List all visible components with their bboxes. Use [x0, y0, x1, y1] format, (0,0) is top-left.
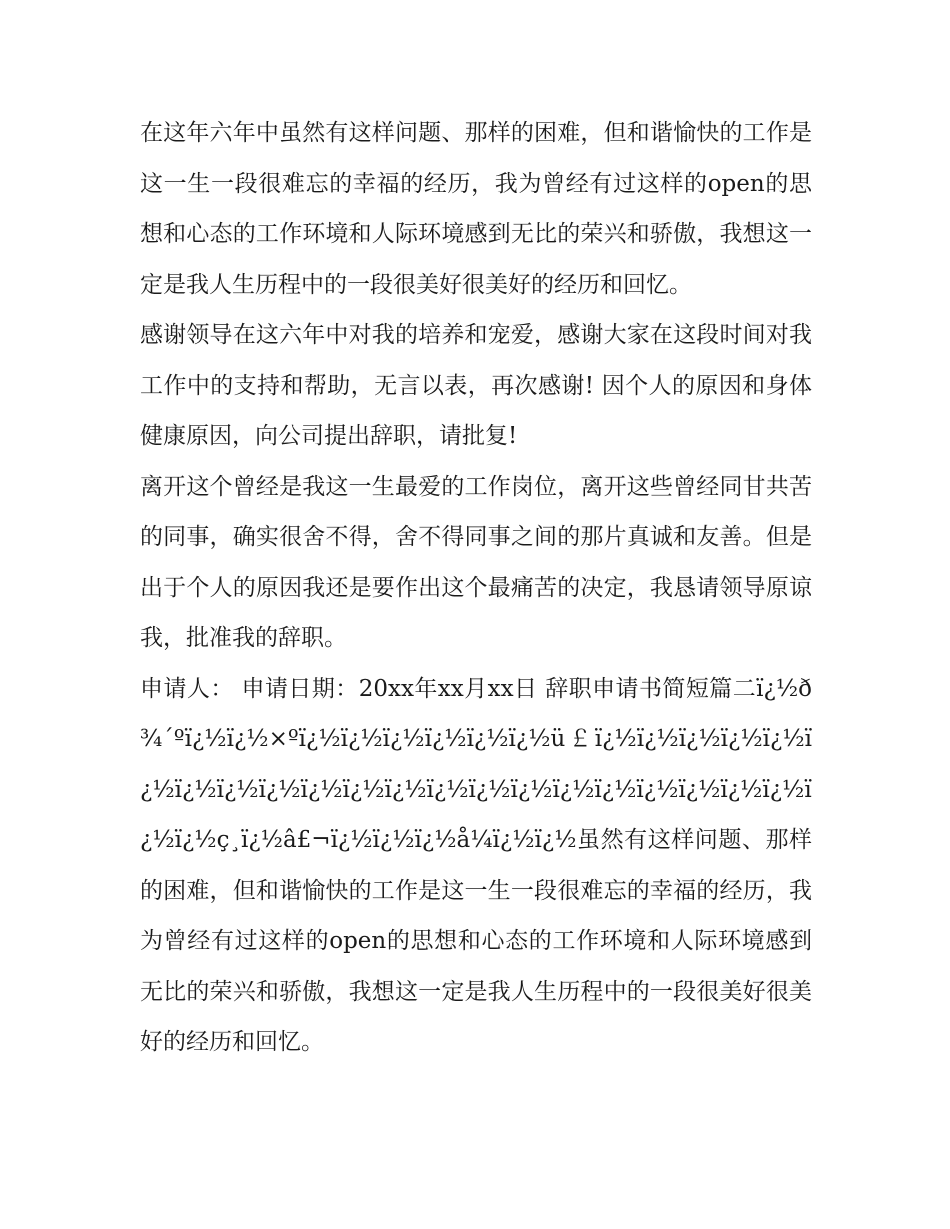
- paragraph-1: 在这年六年中虽然有这样问题、那样的困难，但和谐愉快的工作是这一生一段很难忘的幸福的经历，我为曾经有过这样的open的思想和心态的工作环境和人际环境感到无比的荣兴和骄傲，我想这一定是我人生历程中的一段很美好很美好的经历和回忆。: [140, 120, 812, 298]
- paragraph-2: 感谢领导在这六年中对我的培养和宠爱，感谢大家在这段时间对我工作中的支持和帮助，无言以表，再次感谢! 因个人的原因和身体健康原因，向公司提出辞职，请批复!: [140, 322, 812, 449]
- paragraph-4: 申请人： 申请日期：20xx年xx月xx日 辞职申请书简短篇二ï¿½ð¾´ºï¿½ï¿½×ºï¿½ï¿½ï¿½ï¿½ï¿½ï¿½ü￡ï¿½ï¿½ï¿½ï¿½ï¿½ï¿½ï¿½ï¿½ï¿½ï¿½ï¿½ï¿½ï¿½ï¿½ï¿½ï¿½ï¿½ï¿½ï¿½ï¿½ï¿½ï¿½ï¿½ç¸ï¿½â£¬ï¿½ï¿½ï¿½å¼ï¿½ï¿½虽然有这样问题、那样的困难，但和谐愉快的工作是这一生一段很难忘的幸福的经历，我为曾经有过这样的open的思想和心态的工作环境和人际环境感到无比的荣兴和骄傲，我想这一定是我人生历程中的一段很美好很美好的经历和回忆。: [140, 675, 812, 1055]
- paragraph-3: 离开这个曾经是我这一生最爱的工作岗位，离开这些曾经同甘共苦的同事，确实很舍不得，舍不得同事之间的那片真诚和友善。但是出于个人的原因我还是要作出这个最痛苦的决定，我恳请领导原谅我，批准我的辞职。: [140, 473, 812, 651]
- document-body: [140, 108, 812, 1068]
